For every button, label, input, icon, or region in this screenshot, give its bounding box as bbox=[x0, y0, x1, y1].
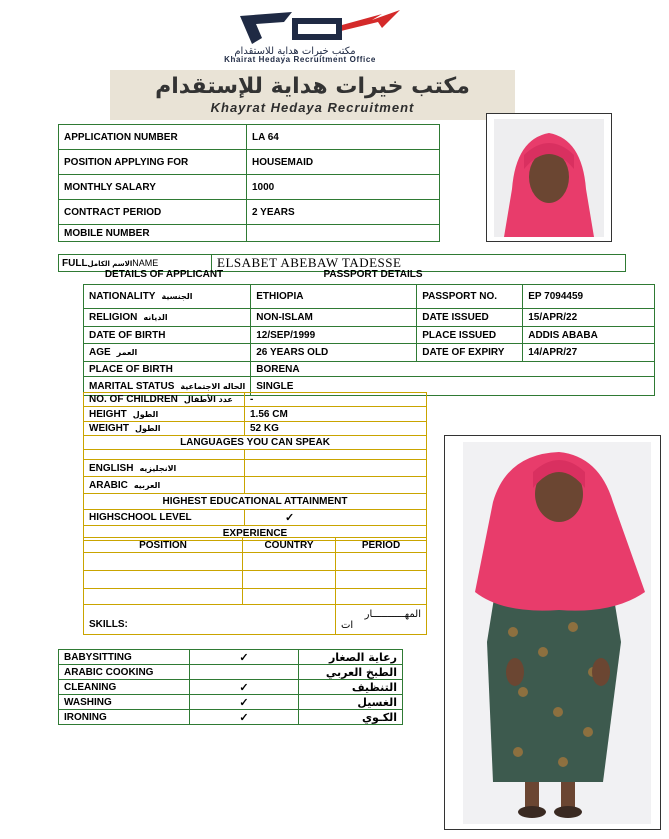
skill-label: WASHING bbox=[59, 695, 190, 710]
passport-label: PLACE ISSUED bbox=[417, 327, 523, 344]
skill-label: CLEANING bbox=[59, 680, 190, 695]
skill-check-icon: ✓ bbox=[190, 695, 299, 710]
application-table bbox=[58, 124, 440, 242]
skill-check-icon bbox=[190, 665, 299, 680]
fullname-label-arabic: الاسم الكامل bbox=[87, 259, 133, 268]
detail-value: SINGLE bbox=[251, 377, 655, 396]
education-check-icon: ✓ bbox=[245, 510, 427, 526]
experience-header-position: POSITION bbox=[84, 538, 243, 553]
table-row bbox=[84, 393, 427, 407]
experience-table bbox=[83, 537, 427, 635]
table-row bbox=[84, 494, 427, 510]
field-label: CONTRACT PERIOD bbox=[59, 200, 247, 225]
table-row bbox=[84, 344, 655, 362]
skill-label-arabic: رعاية الصغار bbox=[299, 650, 403, 665]
table-row bbox=[84, 450, 427, 460]
detail-value: 26 YEARS OLD bbox=[251, 344, 417, 362]
skills-label: SKILLS: bbox=[84, 605, 336, 635]
skill-label: IRONING bbox=[59, 710, 190, 725]
language-label: ENGLISH الانجليزيه bbox=[84, 460, 245, 477]
education-level: HIGHSCHOOL LEVEL bbox=[84, 510, 245, 526]
logo-arabic-text: مكتب خيرات هداية للاستقدام bbox=[234, 46, 356, 57]
passport-label: DATE OF EXPIRY bbox=[417, 344, 523, 362]
table-row bbox=[59, 225, 440, 242]
field-label: APPLICATION NUMBER bbox=[59, 125, 247, 150]
skill-label-arabic: الطبخ العربي bbox=[299, 665, 403, 680]
table-row bbox=[84, 422, 427, 436]
field-label: POSITION APPLYING FOR bbox=[59, 150, 247, 175]
table-row bbox=[84, 477, 427, 494]
table-row bbox=[59, 710, 403, 725]
table-row bbox=[59, 665, 403, 680]
field-value: LA 64 bbox=[247, 125, 440, 150]
passport-value: 15/APR/22 bbox=[523, 309, 655, 327]
skill-check-icon: ✓ bbox=[190, 650, 299, 665]
office-banner bbox=[110, 70, 515, 120]
field-value bbox=[247, 225, 440, 242]
detail-label: WEIGHT الطول bbox=[84, 422, 245, 436]
table-row bbox=[84, 407, 427, 422]
skill-label-arabic: الغسيل bbox=[299, 695, 403, 710]
table-row bbox=[59, 695, 403, 710]
office-logo-icon bbox=[232, 6, 402, 46]
skill-check-icon: ✓ bbox=[190, 680, 299, 695]
table-row bbox=[84, 436, 427, 450]
table-row bbox=[84, 553, 427, 571]
detail-value: 12/SEP/1999 bbox=[251, 327, 417, 344]
table-row bbox=[84, 571, 427, 589]
detail-value: 52 KG bbox=[245, 422, 427, 436]
fullname-value: ELSABET ABEBAW TADESSE bbox=[212, 255, 626, 272]
table-row bbox=[84, 605, 427, 635]
table-row bbox=[84, 538, 427, 553]
passport-section-header: PASSPORT DETAILS bbox=[323, 269, 423, 280]
table-row bbox=[84, 327, 655, 344]
passport-value: ADDIS ABABA bbox=[523, 327, 655, 344]
field-label: MOBILE NUMBER bbox=[59, 225, 247, 242]
table-row bbox=[59, 125, 440, 150]
skill-label: ARABIC COOKING bbox=[59, 665, 190, 680]
detail-value: BORENA bbox=[251, 362, 655, 377]
table-row bbox=[59, 650, 403, 665]
table-row bbox=[59, 680, 403, 695]
portrait-photo-frame bbox=[486, 113, 612, 242]
details-section-header: DETAILS OF APPLICANT bbox=[104, 269, 224, 280]
details-table bbox=[83, 284, 655, 396]
passport-label: PASSPORT NO. bbox=[417, 285, 523, 309]
table-row bbox=[84, 309, 655, 327]
banner-english-text: Khayrat Hedaya Recruitment bbox=[210, 100, 415, 115]
field-value: 1000 bbox=[247, 175, 440, 200]
table-row bbox=[84, 589, 427, 605]
experience-header-period: PERIOD bbox=[336, 538, 427, 553]
detail-value: - bbox=[245, 393, 427, 407]
detail-label: NATIONALITY الجنسية bbox=[84, 285, 251, 309]
field-value: 2 YEARS bbox=[247, 200, 440, 225]
full-body-photo-icon bbox=[463, 442, 651, 824]
table-row bbox=[84, 510, 427, 526]
detail-value: ETHIOPIA bbox=[251, 285, 417, 309]
languages-title: LANGUAGES YOU CAN SPEAK bbox=[84, 436, 427, 450]
skill-label-arabic: الكـوي bbox=[299, 710, 403, 725]
table-row bbox=[59, 200, 440, 225]
education-title: HIGHEST EDUCATIONAL ATTAINMENT bbox=[84, 494, 427, 510]
detail-label: PLACE OF BIRTH bbox=[84, 362, 251, 377]
table-row bbox=[59, 175, 440, 200]
skill-label-arabic: التنظيف bbox=[299, 680, 403, 695]
language-value bbox=[245, 460, 427, 477]
detail-value: NON-ISLAM bbox=[251, 309, 417, 327]
passport-value: 14/APR/27 bbox=[523, 344, 655, 362]
full-body-photo-frame bbox=[444, 435, 661, 830]
portrait-photo-icon bbox=[494, 119, 604, 237]
logo-english-text: Khairat Hedaya Recruitment Office bbox=[224, 55, 376, 64]
language-value bbox=[245, 477, 427, 494]
passport-value: EP 7094459 bbox=[523, 285, 655, 309]
language-label: ARABIC العربيه bbox=[84, 477, 245, 494]
passport-label: DATE ISSUED bbox=[417, 309, 523, 327]
details-table-continued bbox=[83, 392, 427, 541]
field-label: MONTHLY SALARY bbox=[59, 175, 247, 200]
experience-title: EXPERIENCE bbox=[84, 526, 427, 541]
table-row bbox=[84, 362, 655, 377]
skills-label-arabic: المهـــــــــــار ات bbox=[336, 605, 427, 635]
table-row bbox=[59, 150, 440, 175]
skills-table bbox=[58, 649, 403, 725]
field-value: HOUSEMAID bbox=[247, 150, 440, 175]
detail-label: NO. OF CHILDREN عدد الأطفال bbox=[84, 393, 245, 407]
experience-header-country: COUNTRY bbox=[243, 538, 336, 553]
detail-value: 1.56 CM bbox=[245, 407, 427, 422]
detail-label: RELIGION الديانه bbox=[84, 309, 251, 327]
fullname-label-suffix: NAME bbox=[132, 257, 159, 268]
banner-arabic-text: مكتب خيرات هداية للإستقدام bbox=[155, 74, 470, 99]
table-row bbox=[84, 460, 427, 477]
detail-label: AGE العمر bbox=[84, 344, 251, 362]
detail-label: DATE OF BIRTH bbox=[84, 327, 251, 344]
table-row bbox=[84, 285, 655, 309]
detail-label: HEIGHT الطول bbox=[84, 407, 245, 422]
detail-label: MARITAL STATUS الحاله الاجتماعية bbox=[84, 377, 251, 396]
skill-check-icon: ✓ bbox=[190, 710, 299, 725]
fullname-label-prefix: FULL bbox=[62, 257, 88, 269]
skill-label: BABYSITTING bbox=[59, 650, 190, 665]
